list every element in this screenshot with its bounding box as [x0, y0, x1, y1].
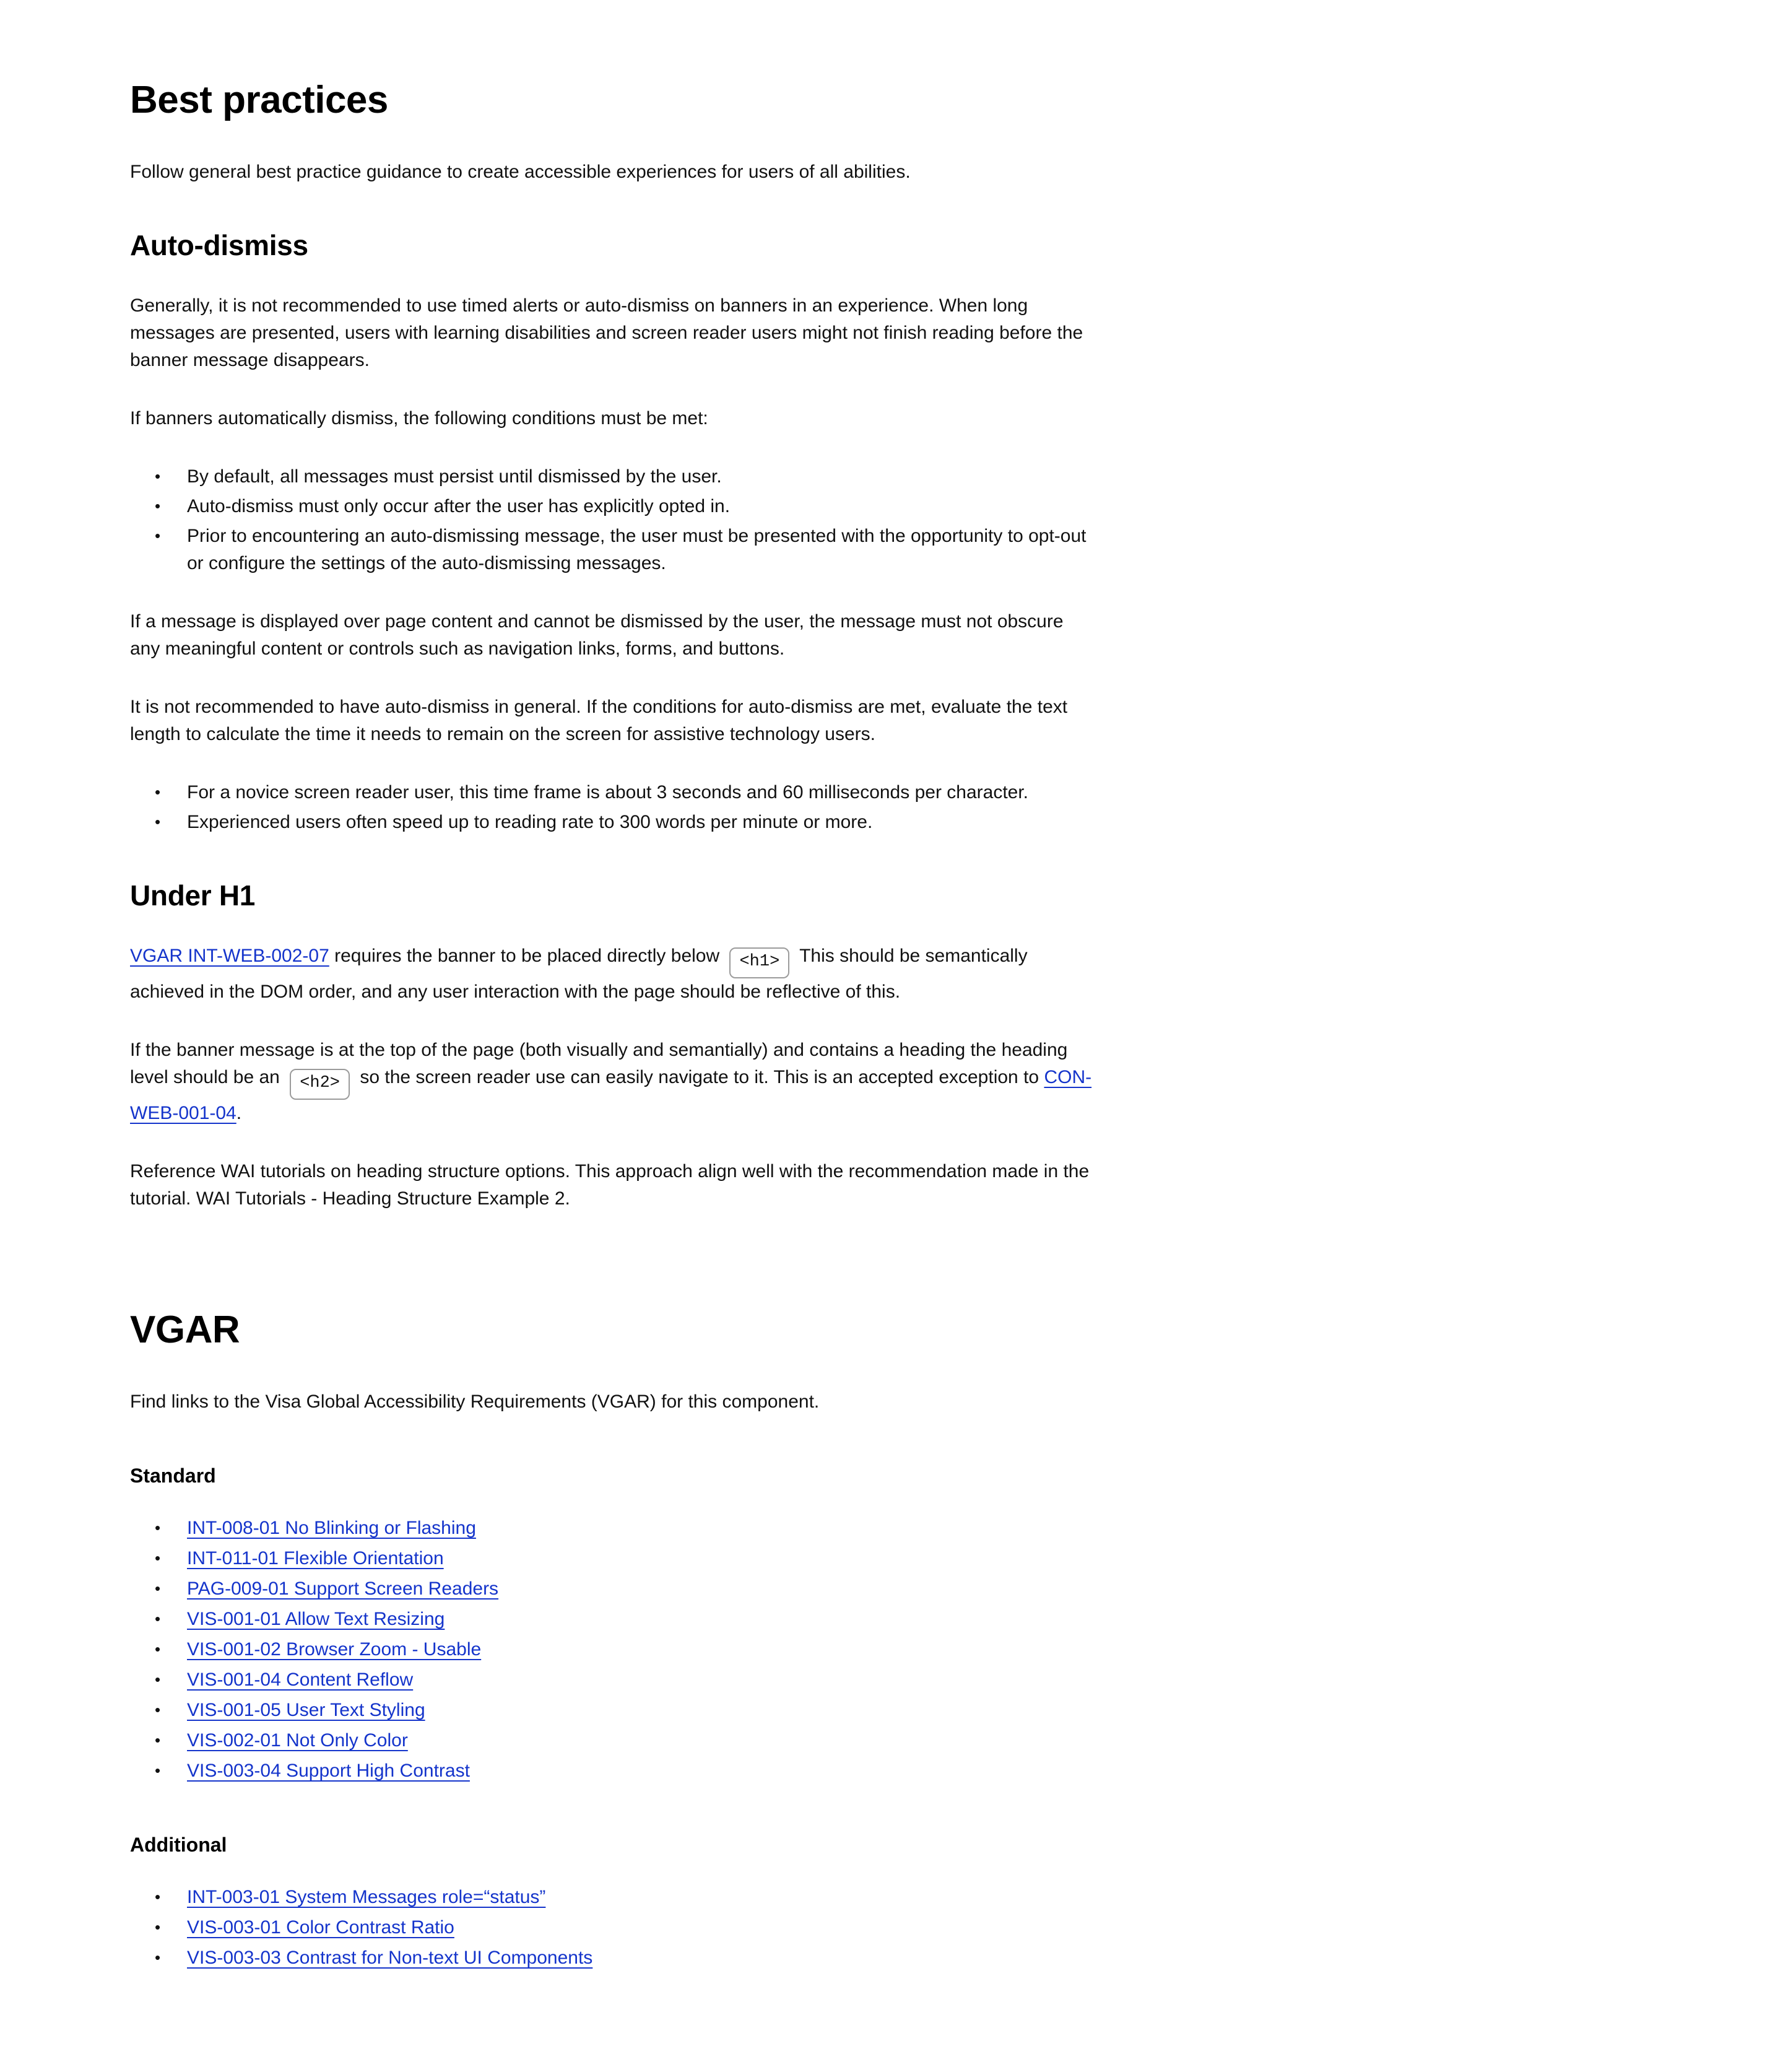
- list-item: [187, 1697, 1097, 1724]
- list-item: [187, 1606, 1097, 1633]
- vgar-standard-link[interactable]: INT-011-01 Flexible Orientation: [187, 1548, 444, 1569]
- auto-dismiss-paragraph-2: If banners automatically dismiss, the following conditions must be met:: [130, 408, 708, 429]
- vgar-standard-link[interactable]: VIS-002-01 Not Only Color: [187, 1730, 408, 1751]
- vgar-standard-link[interactable]: VIS-001-04 Content Reflow: [187, 1669, 414, 1690]
- list-item: [187, 1515, 1097, 1542]
- list-item: [187, 1884, 1097, 1911]
- standard-links-list: [130, 1515, 1097, 1785]
- page-intro: Follow general best practice guidance to create accessible experiences for users of all abilities.: [130, 162, 911, 182]
- additional-links-list: [130, 1884, 1097, 1972]
- list-item: [187, 1727, 1097, 1754]
- list-item: • Experienced users often speed up to reading rate to 300 words per minute or more.: [187, 809, 1097, 836]
- under-h1-paragraph-2: [130, 1037, 1096, 1127]
- list-item: • For a novice screen reader user, this time frame is about 3 seconds and 60 milliseconds per character.: [187, 779, 1097, 806]
- vgar-standard-link[interactable]: VIS-001-05 User Text Styling: [187, 1700, 425, 1720]
- additional-heading: Additional: [130, 1834, 227, 1856]
- under-h1-paragraph-3: Reference WAI tutorials on heading structure options. This approach align well with the recommendation made in the tutorial. WAI Tutorials - Heading Structure Example 2.: [130, 1161, 1090, 1209]
- auto-dismiss-paragraph-4: It is not recommended to have auto-dismiss in general. If the conditions for auto-dismiss are met, evaluate the text length to calculate the time it needs to remain on the screen for assistive technology users.: [130, 697, 1068, 744]
- list-item: • Auto-dismiss must only occur after the user has explicitly opted in.: [187, 493, 1097, 520]
- vgar-additional-link[interactable]: VIS-003-01 Color Contrast Ratio: [187, 1917, 454, 1938]
- under-h1-p1-text: requires the banner to be placed directly below: [329, 946, 725, 966]
- vgar-int-web-002-07-link[interactable]: VGAR INT-WEB-002-07: [130, 946, 329, 966]
- list-item: [187, 1757, 1097, 1785]
- vgar-standard-link[interactable]: VIS-003-04 Support High Contrast: [187, 1761, 470, 1781]
- standard-heading: Standard: [130, 1465, 216, 1487]
- under-h1-p2-text-mid: so the screen reader use can easily navigate to it. This is an accepted exception to: [355, 1067, 1044, 1087]
- vgar-standard-link[interactable]: VIS-001-01 Allow Text Resizing: [187, 1609, 445, 1629]
- section-heading-auto-dismiss: Auto-dismiss: [130, 229, 308, 261]
- list-item: [187, 1666, 1097, 1694]
- h2-code-chip: <h2>: [290, 1069, 350, 1100]
- under-h1-p2-text: If the banner message is at the top of the page (both visually and semantially) and contains a heading the heading level should be an: [130, 1040, 1068, 1087]
- vgar-additional-link[interactable]: VIS-003-03 Contrast for Non-text UI Components: [187, 1948, 593, 1968]
- h1-code-chip: <h1>: [729, 947, 789, 978]
- auto-dismiss-paragraph-3: If a message is displayed over page content and cannot be dismissed by the user, the message must not obscure any meaningful content or controls such as navigation links, forms, and buttons.: [130, 611, 1064, 659]
- under-h1-p2-text-end: .: [236, 1103, 242, 1123]
- list-item: • Prior to encountering an auto-dismissing message, the user must be presented with the opportunity to opt-out or configure the settings of the auto-dismissing messages.: [187, 523, 1097, 577]
- list-item: [187, 1636, 1097, 1663]
- vgar-standard-link[interactable]: PAG-009-01 Support Screen Readers: [187, 1578, 499, 1599]
- list-item: [187, 1575, 1097, 1603]
- list-item: [187, 1944, 1097, 1972]
- vgar-additional-link[interactable]: INT-003-01 System Messages role=“status”: [187, 1887, 546, 1907]
- auto-dismiss-paragraph-1: Generally, it is not recommended to use timed alerts or auto-dismiss on banners in an experience. When long messages are presented, users with learning disabilities and screen reader users might not finish reading before the banner message disappears.: [130, 295, 1083, 370]
- list-item: • By default, all messages must persist until dismissed by the user.: [187, 463, 1097, 490]
- under-h1-p1-text-end: This should be semantically achieved in the DOM order, and any user interaction with the page should be reflective of this.: [130, 946, 1028, 1002]
- vgar-intro: Find links to the Visa Global Accessibility Requirements (VGAR) for this component.: [130, 1391, 820, 1412]
- con-web-001-04-link[interactable]: CON-WEB-001-04: [130, 1067, 1092, 1123]
- under-h1-paragraph-1: [130, 942, 1096, 1006]
- vgar-standard-link[interactable]: VIS-001-02 Browser Zoom - Usable: [187, 1639, 482, 1660]
- section-heading-under-h1: Under H1: [130, 879, 256, 912]
- vgar-section-title: VGAR: [130, 1308, 240, 1351]
- list-item: [187, 1914, 1097, 1941]
- list-item: [187, 1545, 1097, 1572]
- auto-dismiss-timing-list: [130, 779, 1097, 836]
- auto-dismiss-conditions-list: [130, 463, 1097, 577]
- page-title: Best practices: [130, 79, 388, 121]
- vgar-standard-link[interactable]: INT-008-01 No Blinking or Flashing: [187, 1518, 476, 1538]
